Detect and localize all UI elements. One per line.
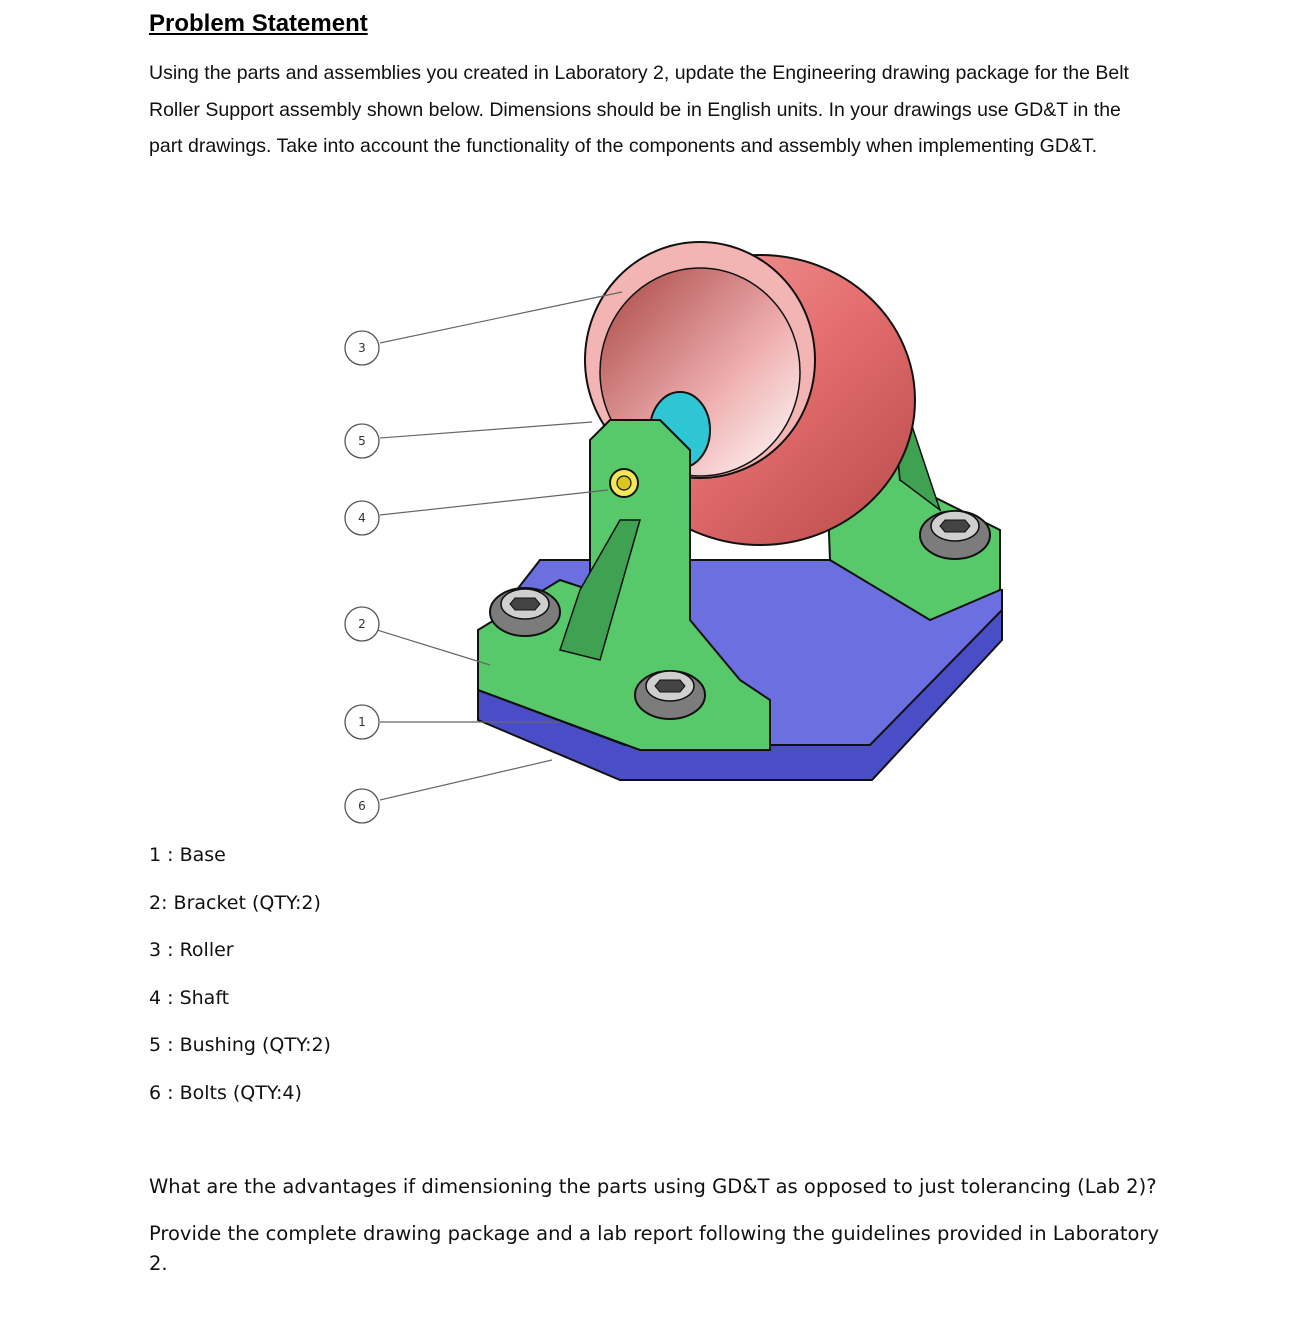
list-item: 3 : Roller — [149, 939, 234, 962]
list-item: 2: Bracket (QTY:2) — [149, 891, 321, 914]
list-item: 5 : Bushing (QTY:2) — [149, 1034, 331, 1057]
svg-text:3: 3 — [358, 341, 366, 355]
svg-text:4: 4 — [358, 511, 366, 525]
bolt-icon — [635, 671, 705, 719]
balloon-3 — [345, 331, 379, 365]
svg-text:5: 5 — [358, 434, 366, 448]
question-paragraph: What are the advantages if dimensioning the parts using GD&T as opposed to just tolerancing (Lab 2)? — [149, 1175, 1157, 1198]
belt-roller-support-assembly-figure — [330, 240, 1030, 840]
balloon-2 — [345, 607, 379, 641]
svg-text:6: 6 — [358, 799, 366, 813]
svg-text:2: 2 — [358, 617, 366, 631]
balloon-6 — [345, 789, 379, 823]
closing-paragraph: Provide the complete drawing package and a lab report following the guidelines provided in Laboratory 2. — [149, 1222, 1159, 1275]
balloon-4 — [345, 501, 379, 535]
shaft-part — [610, 469, 638, 497]
page-title: Problem Statement — [149, 10, 368, 37]
parts-list — [149, 841, 331, 1127]
svg-text:1: 1 — [358, 715, 366, 729]
list-item: 1 : Base — [149, 844, 226, 866]
balloon-5 — [345, 424, 379, 458]
list-item: 6 : Bolts (QTY:4) — [149, 1081, 302, 1104]
intro-paragraph: Using the parts and assemblies you created in Laboratory 2, update the Engineering drawing package for the Belt Roller Support assembly shown below. Dimensions should be in English units. In your drawings use GD&T in the part drawings. Take into account the functionality of the components and assembly when implementing GD&T. — [149, 62, 1129, 157]
bolt-icon — [490, 588, 560, 636]
balloon-1 — [345, 705, 379, 739]
bolt-icon — [920, 511, 990, 559]
list-item: 4 : Shaft — [149, 986, 230, 1009]
